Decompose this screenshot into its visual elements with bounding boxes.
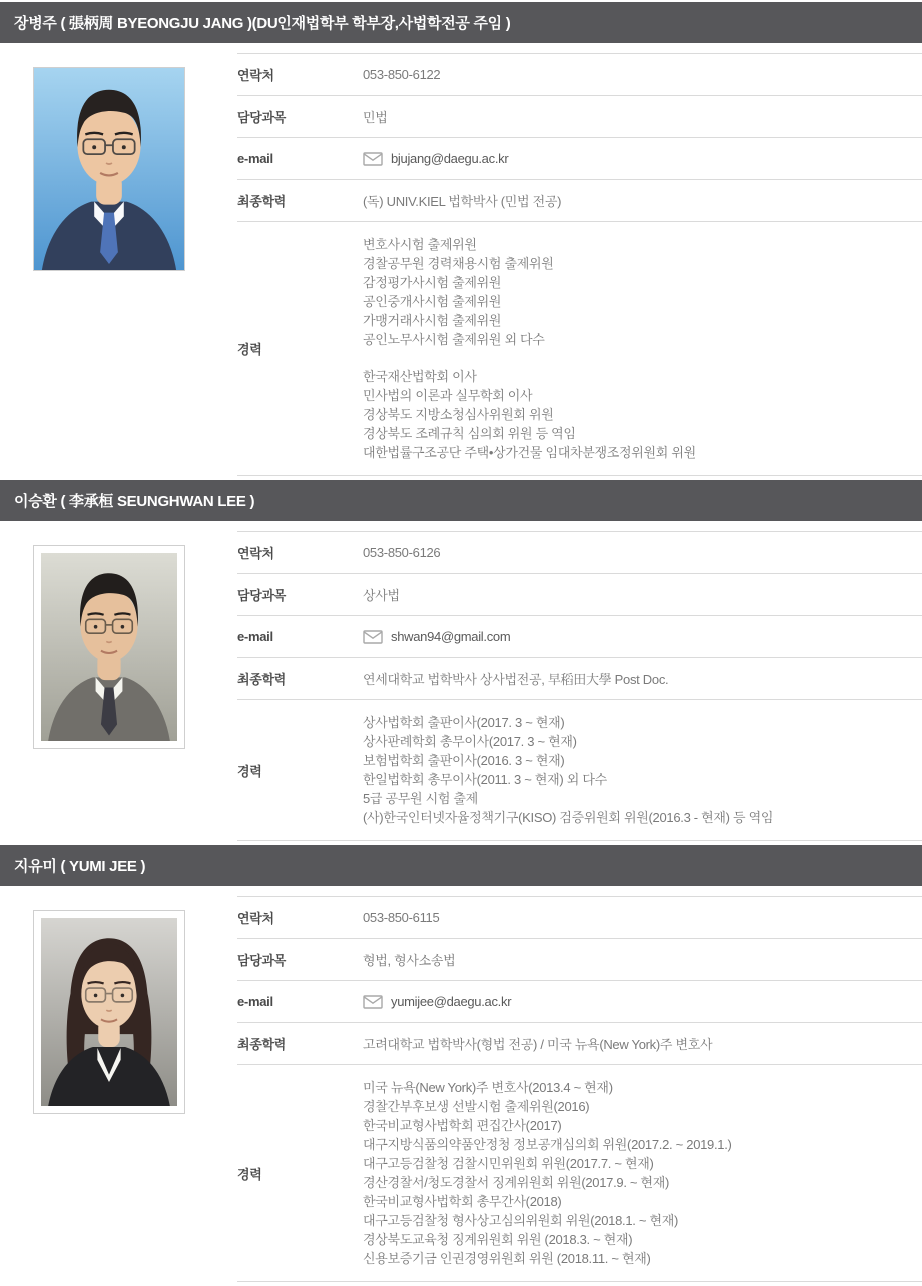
email-value xyxy=(363,981,922,1022)
career-line: 변호사시험 출제위원 xyxy=(363,237,477,252)
subjects-label: 담당과목 xyxy=(237,588,287,603)
career-line: 민사법의 이론과 실무학회 이사 xyxy=(363,388,533,403)
envelope-icon xyxy=(363,152,383,166)
career-line: 대구지방식품의약품안정청 정보공개심의회 위원(2017.2. ~ 2019.1.) xyxy=(363,1137,732,1152)
career-row xyxy=(237,222,922,476)
career-line: 상사법학회 출판이사(2017. 3 ~ 현재) xyxy=(363,715,565,730)
career-line: 한일법학회 총무이사(2011. 3 ~ 현재) 외 다수 xyxy=(363,772,607,787)
career-line: 경산경찰서/청도경찰서 징계위원회 위원(2017.9. ~ 현재) xyxy=(363,1175,670,1190)
education-value: 연세대학교 법학박사 상사법전공, 早稻田大學 Post Doc. xyxy=(363,672,669,687)
education-row xyxy=(237,1023,922,1065)
education-row xyxy=(237,658,922,700)
career-line: 5급 공무원 시험 출제 xyxy=(363,791,478,806)
professor-detail xyxy=(0,521,922,841)
email-value xyxy=(363,138,922,179)
career-line: 대한법률구조공단 주택•상가건물 임대차분쟁조정위원회 위원 xyxy=(363,445,696,460)
contact-value: 053-850-6115 xyxy=(363,910,440,925)
email-link[interactable]: bjujang@daegu.ac.kr xyxy=(391,151,509,166)
career-value xyxy=(363,700,922,840)
education-label: 최종학력 xyxy=(237,672,287,687)
education-row xyxy=(237,180,922,222)
career-line: 경찰간부후보생 선발시험 출제위원(2016) xyxy=(363,1099,590,1114)
professor-sections xyxy=(0,2,922,1282)
career-line: 신용보증기금 인권경영위원회 위원 (2018.11. ~ 현재) xyxy=(363,1251,651,1266)
career-row xyxy=(237,700,922,841)
email-label: e-mail xyxy=(237,151,273,166)
professor-section xyxy=(0,845,922,1282)
career-line: 경상북도 조례규칙 심의회 위원 등 역임 xyxy=(363,426,576,441)
career-value xyxy=(363,1065,922,1281)
career-line: 한국재산법학회 이사 xyxy=(363,369,477,384)
professor-photo xyxy=(33,545,185,749)
professor-photo xyxy=(33,910,185,1114)
professor-info-table xyxy=(237,53,922,476)
education-value: (독) UNIV.KIEL 법학박사 (민법 전공) xyxy=(363,194,562,209)
career-line: 대구고등검찰청 형사상고심의위원회 위원(2018.1. ~ 현재) xyxy=(363,1213,679,1228)
email-label: e-mail xyxy=(237,994,273,1009)
education-value: 고려대학교 법학박사(형법 전공) / 미국 뉴욕(New York)주 변호사 xyxy=(363,1037,713,1052)
subjects-label: 담당과목 xyxy=(237,953,287,968)
email-label: e-mail xyxy=(237,629,273,644)
professor-detail xyxy=(0,43,922,476)
career-line: 감정평가사시험 출제위원 xyxy=(363,275,502,290)
education-label: 최종학력 xyxy=(237,194,287,209)
contact-row xyxy=(237,531,922,574)
subjects-value: 형법, 형사소송법 xyxy=(363,953,456,968)
career-line: 한국비교형사법학회 편집간사(2017) xyxy=(363,1118,562,1133)
career-value xyxy=(363,222,922,475)
subjects-value: 민법 xyxy=(363,110,388,125)
contact-row xyxy=(237,53,922,96)
career-line: (사)한국인터넷자율정책기구(KISO) 검증위원회 위원(2016.3 - 현재) 등 역임 xyxy=(363,810,774,825)
contact-row xyxy=(237,896,922,939)
career-label: 경력 xyxy=(237,342,262,357)
career-line: 공인노무사시험 출제위원 외 다수 xyxy=(363,332,545,347)
career-line: 한국비교형사법학회 총무간사(2018) xyxy=(363,1194,562,1209)
career-group xyxy=(363,1078,922,1268)
professor-name-bar xyxy=(0,845,922,886)
education-label: 최종학력 xyxy=(237,1037,287,1052)
professor-name: 장병주 ( 張柄周 BYEONGJU JANG )(DU인재법학부 학부장,사법학전공 주임 ) xyxy=(14,15,511,32)
subjects-label: 담당과목 xyxy=(237,110,287,125)
contact-label: 연락처 xyxy=(237,68,274,83)
career-group xyxy=(363,367,922,462)
contact-value: 053-850-6126 xyxy=(363,545,441,560)
career-line: 경상북도교육청 징계위원회 위원 (2018.3. ~ 현재) xyxy=(363,1232,633,1247)
professor-name-bar xyxy=(0,2,922,43)
career-row xyxy=(237,1065,922,1282)
professor-section xyxy=(0,480,922,841)
subjects-row xyxy=(237,574,922,616)
professor-name: 이승환 ( 李承桓 SEUNGHWAN LEE ) xyxy=(14,493,255,510)
career-line: 상사판례학회 총무이사(2017. 3 ~ 현재) xyxy=(363,734,577,749)
career-group xyxy=(363,235,922,349)
professor-name: 지유미 ( YUMI JEE ) xyxy=(14,858,146,875)
envelope-icon xyxy=(363,995,383,1009)
subjects-value: 상사법 xyxy=(363,588,400,603)
email-value xyxy=(363,616,922,657)
career-line: 가맹거래사시험 출제위원 xyxy=(363,313,502,328)
career-line: 미국 뉴욕(New York)주 변호사(2013.4 ~ 현재) xyxy=(363,1080,613,1095)
subjects-row xyxy=(237,939,922,981)
career-line: 경상북도 지방소청심사위원회 위원 xyxy=(363,407,554,422)
professor-detail xyxy=(0,886,922,1282)
contact-label: 연락처 xyxy=(237,911,274,926)
professor-name-bar xyxy=(0,480,922,521)
career-label: 경력 xyxy=(237,763,262,779)
professor-section xyxy=(0,2,922,476)
career-group xyxy=(363,713,922,827)
envelope-icon xyxy=(363,630,383,644)
career-line: 대구고등검찰청 검찰시민위원회 위원(2017.7. ~ 현재) xyxy=(363,1156,654,1171)
email-row xyxy=(237,138,922,180)
career-line: 경찰공무원 경력채용시험 출제위원 xyxy=(363,256,554,271)
professor-info-table xyxy=(237,531,922,841)
career-label: 경력 xyxy=(237,1166,262,1182)
subjects-row xyxy=(237,96,922,138)
professor-photo xyxy=(33,67,185,271)
contact-label: 연락처 xyxy=(237,546,274,561)
career-line: 보험법학회 출판이사(2016. 3 ~ 현재) xyxy=(363,753,565,768)
email-row xyxy=(237,981,922,1023)
email-row xyxy=(237,616,922,658)
contact-value: 053-850-6122 xyxy=(363,67,441,82)
email-link[interactable]: yumijee@daegu.ac.kr xyxy=(391,994,512,1009)
email-link[interactable]: shwan94@gmail.com xyxy=(391,629,511,644)
career-line: 공인중개사시험 출제위원 xyxy=(363,294,502,309)
professor-info-table xyxy=(237,896,922,1282)
